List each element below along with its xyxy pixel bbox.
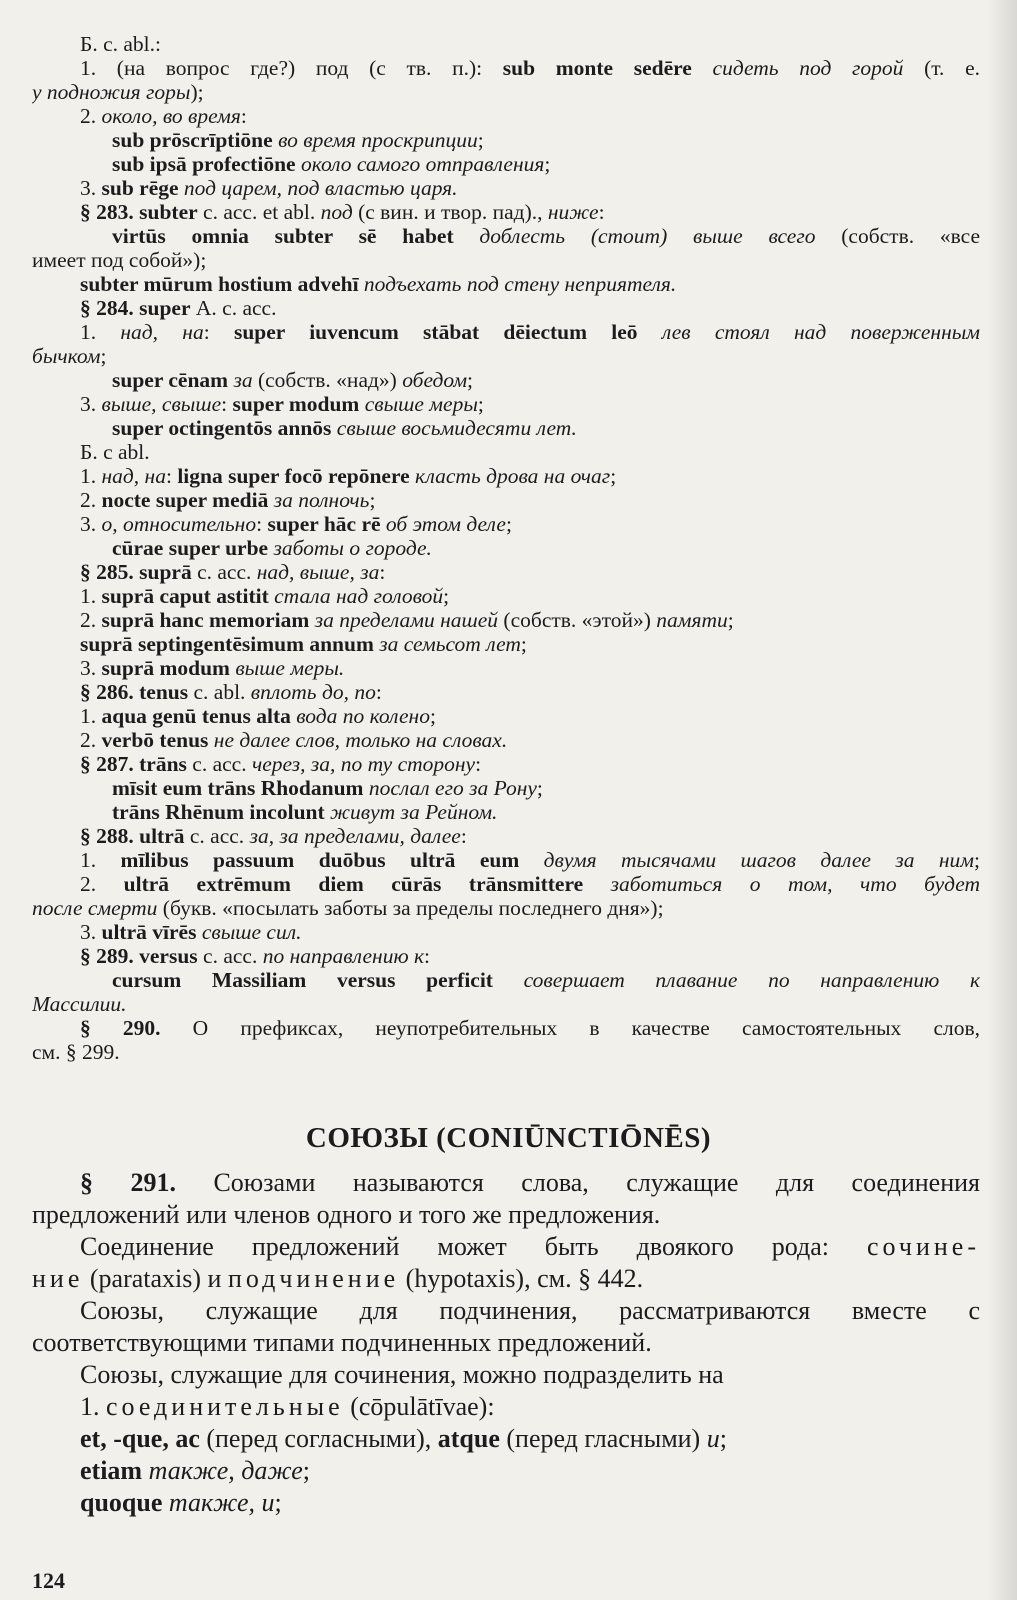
translation: во время проскрипции [278, 128, 478, 152]
latin-term: nocte super mediā [101, 488, 269, 512]
translation: о, относительно [101, 512, 257, 536]
latin-term: aqua genū tenus alta [101, 704, 291, 728]
text-span: (собств. «над») [252, 368, 403, 392]
latin-term: ultrā vīrēs [101, 920, 197, 944]
latin-term: sub rēge [101, 176, 179, 200]
text-span: с. acc. et abl. [197, 200, 321, 224]
text-span: (собств. «все [815, 224, 980, 248]
text-line [80, 296, 980, 320]
translation: заботиться о том, что будет [610, 872, 980, 896]
text-span: 1. [80, 848, 121, 872]
latin-term: suprā modum [101, 656, 230, 680]
translation: подъехать под стену неприятеля. [363, 272, 677, 296]
translation: живут за Рейном. [330, 800, 498, 824]
text-span: подчинение [227, 1264, 400, 1293]
text-span: : [165, 464, 178, 488]
text-span: ; [429, 704, 436, 728]
text-line [80, 872, 980, 896]
text-span: с. acc. [186, 752, 252, 776]
text-span: 3. [80, 392, 102, 416]
text-span: 1. (на вопрос где?) под (с тв. п.): [80, 56, 503, 80]
latin-term: sub monte sedēre [502, 56, 692, 80]
translation: совершает плавание по направлению к [523, 968, 980, 992]
latin-term: verbō tenus [101, 728, 209, 752]
text-span: : [256, 512, 268, 536]
text-span: ; [467, 368, 474, 392]
text-span: ; [443, 584, 450, 608]
translation: над, выше, за [256, 560, 380, 584]
latin-term: § 291. [80, 1168, 176, 1197]
text-span: ; [719, 1424, 727, 1453]
translation: памяти [656, 608, 728, 632]
translation: за, за пределами, далее [249, 824, 461, 848]
page-number: 124 [32, 1568, 65, 1593]
translation: об этом деле [385, 512, 506, 536]
text-line [80, 824, 980, 848]
latin-term: subter mūrum hostium advehī [80, 272, 359, 296]
text-line [80, 1168, 980, 1198]
text-line [80, 920, 980, 944]
text-line [80, 440, 980, 464]
text-span: (перед гласными) [499, 1424, 707, 1453]
text-span: Союзами называются слова, служащие для соединения [175, 1168, 980, 1197]
text-span: ; [544, 152, 551, 176]
translation: около самого отправления [300, 152, 545, 176]
text-span: (cōpulātīvae): [343, 1392, 495, 1421]
latin-term: super hāc rē [267, 512, 381, 536]
text-span: ; [274, 1488, 282, 1517]
text-span: 2. [80, 488, 102, 512]
latin-term: § 286. tenus [80, 680, 189, 704]
text-span: 3. [80, 176, 102, 200]
text-span [454, 224, 480, 248]
text-span: ; [727, 608, 734, 632]
text-line [80, 656, 980, 680]
latin-term: § 289. versus [80, 944, 198, 968]
text-line [112, 968, 980, 992]
translation: стала над головой [274, 584, 444, 608]
translation: свыше сил. [201, 920, 302, 944]
text-line [80, 632, 980, 656]
text-span: Б. с. abl.: [80, 32, 162, 56]
translation: не далее слов, только на словах. [213, 728, 508, 752]
latin-term: suprā septingentēsimum annum [80, 632, 374, 656]
translation: ниже [547, 200, 599, 224]
latin-term: mīsit eum trāns Rhodanum [112, 776, 364, 800]
latin-term: super octingentōs annōs [112, 416, 332, 440]
text-line [32, 1328, 982, 1358]
text-line [32, 1264, 982, 1294]
text-span: (букв. «посылать заботы за пределы последнего дня»); [157, 896, 664, 920]
text-line [80, 608, 980, 632]
text-span: (перед согласными), [199, 1424, 438, 1453]
text-line [80, 848, 980, 872]
text-span: ; [477, 392, 484, 416]
latin-term: § 284. super [80, 296, 191, 320]
latin-term: super modum [232, 392, 360, 416]
text-span: (собств. «этой») [498, 608, 657, 632]
translation: за пределами нашей [314, 608, 499, 632]
text-span [692, 56, 713, 80]
text-span: (parataxis) и [83, 1264, 228, 1293]
text-line [112, 368, 980, 392]
text-span: А. с. acc. [190, 296, 277, 320]
text-line [80, 32, 980, 56]
text-span: ); [190, 80, 204, 104]
translation: вплоть до, по [250, 680, 376, 704]
text-span: 3. [80, 656, 102, 680]
translation: над, на [120, 320, 204, 344]
text-span: с. acc. [191, 560, 257, 584]
text-line [80, 200, 980, 224]
translation: и [706, 1424, 720, 1453]
latin-term: etiam [80, 1456, 143, 1485]
text-span: (hypotaxis), см. § 442. [399, 1264, 644, 1293]
text-line [80, 392, 980, 416]
text-span: ; [302, 1456, 310, 1485]
translation: над, на [101, 464, 166, 488]
translation: двумя тысячами шагов далее за ним [543, 848, 975, 872]
text-line [80, 464, 980, 488]
text-span: ; [974, 848, 980, 872]
translation: Массилии. [32, 992, 127, 1016]
text-span: : [375, 680, 382, 704]
text-line [80, 560, 980, 584]
text-span: Союзы, служащие для подчинения, рассматриваются вместе с [80, 1296, 980, 1325]
text-span: 2. [80, 608, 102, 632]
translation: заботы о городе. [273, 536, 432, 560]
text-span [519, 848, 543, 872]
latin-term: mīlibus passuum duōbus ultrā eum [120, 848, 520, 872]
text-span: с. acc. [184, 824, 250, 848]
latin-term: cūrae super urbe [112, 536, 269, 560]
text-span: ; [100, 344, 107, 368]
translation: за полночь [273, 488, 370, 512]
latin-term: super iuvencum stābat dēiectum leō [233, 320, 638, 344]
text-span: : [598, 200, 605, 224]
text-span: Б. с abl. [80, 440, 150, 464]
text-line [112, 800, 980, 824]
latin-term: ligna super focō repōnere [177, 464, 410, 488]
text-span [583, 872, 611, 896]
translation: обедом [402, 368, 468, 392]
text-span: ; [610, 464, 617, 488]
page-edge-shadow [987, 0, 1017, 1600]
latin-term: et, -que, ac [80, 1424, 200, 1453]
text-span: Соединение предложений может быть двоякого рода: [80, 1232, 868, 1261]
text-span: ; [369, 488, 376, 512]
text-span: (т. е. [903, 56, 980, 80]
text-span: соответствующими типами подчиненных предложений. [32, 1328, 652, 1357]
latin-term: ultrā extrēmum diem cūrās trānsmittere [123, 872, 584, 896]
latin-term: super cēnam [112, 368, 229, 392]
text-span: : [240, 104, 247, 128]
text-span: см. § 299. [32, 1040, 120, 1064]
translation: под царем, под властью царя. [183, 176, 458, 200]
text-line [32, 248, 982, 272]
text-line [32, 80, 982, 104]
latin-term: sub prōscrīptiōne [112, 128, 273, 152]
text-line [80, 1488, 980, 1518]
latin-term: § 285. suprā [80, 560, 192, 584]
text-line [80, 272, 980, 296]
translation: доблесть (стоит) выше всего [479, 224, 816, 248]
text-span: : [475, 752, 482, 776]
text-span: сочине- [867, 1232, 980, 1261]
text-span: 1. [80, 1392, 106, 1421]
translation: бычком [32, 344, 101, 368]
text-line [80, 56, 980, 80]
text-span: с. abl. [188, 680, 251, 704]
text-line [80, 488, 980, 512]
text-line [32, 896, 982, 920]
text-span: : [221, 392, 233, 416]
latin-term: suprā caput astitit [101, 584, 269, 608]
text-span: имеет под собой»); [32, 248, 207, 272]
latin-term: § 283. subter [80, 200, 198, 224]
text-span: ; [477, 128, 484, 152]
text-line [112, 416, 980, 440]
translation: также, и [168, 1488, 275, 1517]
translation: сидеть под горой [712, 56, 904, 80]
text-line [80, 1232, 980, 1262]
text-span: 1. [80, 464, 102, 488]
text-span: (с вин. и твор. пад)., [352, 200, 548, 224]
text-line [112, 776, 980, 800]
text-line [80, 1360, 980, 1390]
text-line [32, 992, 982, 1016]
translation: лев стоял над поверженным [661, 320, 980, 344]
text-line [80, 944, 980, 968]
latin-term: quoque [80, 1488, 163, 1517]
section-heading: СОЮЗЫ (CONIŪNCTIŌNĒS) [305, 1122, 712, 1154]
text-span: : [379, 560, 386, 584]
text-span: : [203, 320, 234, 344]
text-line [32, 1200, 982, 1230]
text-line [80, 1296, 980, 1326]
translation: послал его за Рону [368, 776, 537, 800]
text-span [493, 968, 524, 992]
latin-term: atque [437, 1424, 500, 1453]
text-line [80, 1016, 980, 1040]
text-span: 3. [80, 512, 102, 536]
text-line [80, 512, 980, 536]
text-span: 1. [80, 704, 102, 728]
text-line [112, 224, 980, 248]
text-line [80, 728, 980, 752]
text-span: 3. [80, 920, 102, 944]
text-span: ние [32, 1264, 84, 1293]
translation: за [233, 368, 253, 392]
translation: у подножия горы [32, 80, 191, 104]
text-line [80, 584, 980, 608]
text-line [32, 344, 982, 368]
text-span: Союзы, служащие для сочинения, можно подразделить на [80, 1360, 724, 1389]
latin-term: § 290. [80, 1016, 161, 1040]
text-span: 1. [80, 320, 121, 344]
text-span: 2. [80, 104, 102, 128]
text-span: предложений или членов одного и того же предложения. [32, 1200, 661, 1229]
text-line [112, 128, 980, 152]
text-span: 2. [80, 728, 102, 752]
latin-term: trāns Rhēnum incolunt [112, 800, 325, 824]
text-line [112, 152, 980, 176]
translation: также, даже [148, 1456, 303, 1485]
text-line [80, 320, 980, 344]
translation: свыше восьмидесяти лет. [336, 416, 577, 440]
text-span [638, 320, 662, 344]
text-line [112, 536, 980, 560]
latin-term: virtūs omnia subter sē habet [112, 224, 454, 248]
translation: выше меры. [235, 656, 345, 680]
latin-term: § 287. trāns [80, 752, 187, 776]
translation: после смерти [32, 896, 158, 920]
text-span: соединительные [106, 1392, 344, 1421]
text-span: 2. [80, 872, 124, 896]
text-span: 1. [80, 584, 102, 608]
text-line [80, 104, 980, 128]
translation: вода по колено [296, 704, 430, 728]
text-line [80, 704, 980, 728]
text-line [80, 176, 980, 200]
text-span: : [424, 944, 431, 968]
translation: свыше меры [364, 392, 478, 416]
text-line [32, 1040, 982, 1064]
text-span: О префиксах, неупотребительных в качестве самостоятельных слов, [160, 1016, 980, 1040]
text-span: : [460, 824, 467, 848]
latin-term: cursum Massiliam versus perficit [112, 968, 493, 992]
text-span: с. acc. [197, 944, 263, 968]
text-span: ; [536, 776, 543, 800]
text-span: ; [505, 512, 512, 536]
translation: около, во время [101, 104, 241, 128]
translation: через, за, по ту сторону [251, 752, 476, 776]
latin-term: suprā hanc memoriam [101, 608, 310, 632]
latin-term: sub ipsā profectiōne [112, 152, 296, 176]
text-line [80, 1456, 980, 1486]
text-line [80, 1424, 980, 1454]
translation: по направлению к [262, 944, 425, 968]
translation: за семьсот лет [379, 632, 521, 656]
text-span: ; [520, 632, 527, 656]
translation: класть дрова на очаг [415, 464, 611, 488]
translation: выше, свыше [101, 392, 222, 416]
text-line [80, 680, 980, 704]
text-line [80, 1392, 980, 1422]
latin-term: § 288. ultrā [80, 824, 185, 848]
translation: под [320, 200, 353, 224]
text-line [80, 752, 980, 776]
